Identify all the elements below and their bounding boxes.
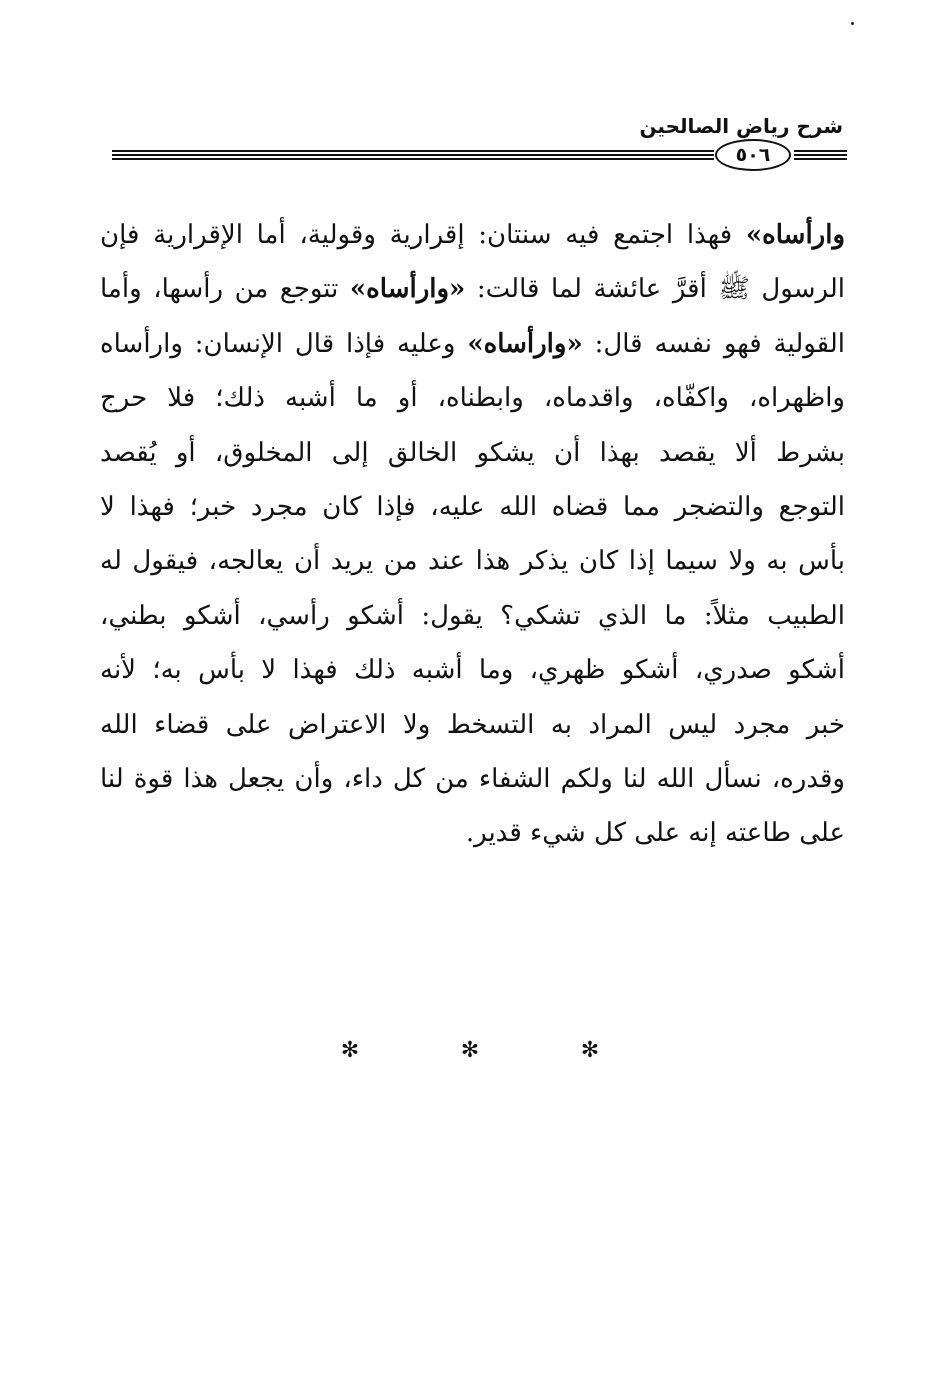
header-rule <box>794 154 847 156</box>
body-text <box>100 208 845 861</box>
line-text: وعليه فإذا قال الإنسان: وارأساه <box>100 328 468 359</box>
scan-speck <box>851 22 854 25</box>
quoted-word: «وارأساه» <box>467 328 583 359</box>
line-text: القولية فهو نفسه قال: <box>582 328 845 359</box>
running-title: شرح رياض الصالحين <box>639 114 843 138</box>
text-line: بأس به ولا سيما إذا كان يذكر هذا عند من يريد أن يعالجه، فيقول له <box>100 546 845 577</box>
header-rule <box>794 150 847 152</box>
page-header <box>112 110 847 180</box>
header-rule <box>112 154 714 156</box>
text-line <box>100 208 845 262</box>
header-rule <box>794 158 847 160</box>
line-text: تتوجع من رأسها، وأما <box>100 274 350 305</box>
asterism-icon: ✻ <box>460 1038 480 1063</box>
text-line: التوجع والتضجر مما قضاه الله عليه، فإذا كان مجرد خبر؛ فهذا لا <box>100 491 845 522</box>
header-rule <box>112 150 714 152</box>
text-line: الطبيب مثلاً: ما الذي تشكي؟ يقول: أشكو رأسي، أشكو بطني، <box>100 600 845 631</box>
text-line: واظهراه، واكفّاه، واقدماه، وابطناه، أو ما أشبه ذلك؛ فلا حرج <box>100 383 845 414</box>
quoted-word: وارأساه» <box>745 220 845 250</box>
text-line: أشكو صدري، أشكو ظهري، وما أشبه ذلك فهذا لا بأس به؛ لأنه <box>100 655 845 686</box>
page-number: ٥٠٦ <box>715 139 791 171</box>
asterism-icon: ✻ <box>340 1038 360 1063</box>
text-line: خبر مجرد ليس المراد به التسخط ولا الاعتراض على قضاء الله <box>100 709 845 740</box>
text-line: وقدره، نسأل الله لنا ولكم الشفاء من كل داء، وأن يجعل هذا قوة لنا <box>100 763 845 794</box>
line-text: الرسول ﷺ أقرَّ عائشة لما قالت: <box>465 274 845 305</box>
text-line: على طاعته إنه على كل شيء قدير. <box>465 818 845 849</box>
quoted-word: «وارأساه» <box>349 274 466 305</box>
asterism-icon: ✻ <box>580 1038 600 1063</box>
text-line <box>100 317 845 371</box>
text-line: بشرط ألا يقصد بهذا أن يشكو الخالق إلى المخلوق، أو يُقصد <box>100 437 845 468</box>
text-line <box>100 262 845 316</box>
section-end-ornaments <box>330 1036 610 1066</box>
header-rule <box>112 158 714 160</box>
line-text: فهذا اجتمع فيه سنتان: إقرارية وقولية، أما الإقرارية فإن <box>100 220 746 250</box>
